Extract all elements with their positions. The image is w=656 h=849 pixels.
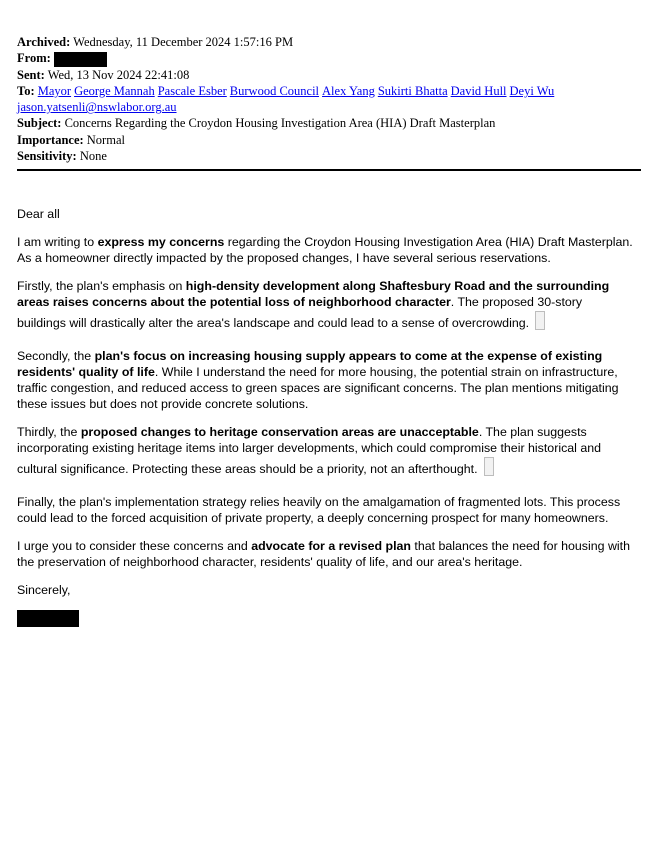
text-segment: regarding the Croydon Housing Investigation Area (HIA) Draft Masterplan. As a homeowner directly impacted by the proposed changes, I have several serious reservations. [17,235,633,265]
text-segment: cultural significance. Protecting these areas should be a priority, not an afterthought. [17,462,478,476]
subject-value: Concerns Regarding the Croydon Housing Investigation Area (HIA) Draft Masterplan [64,116,496,131]
sent-row [17,67,642,83]
paragraph-1 [17,234,642,266]
to-label: To: [17,84,35,99]
sensitivity-row [17,148,642,164]
text-segment: . While I understand the need for more housing, the potential strain on infrastructure, traffic congestion, and reduced access to green spaces are significant concerns. The plan mentions mitigating these issues but does not provide concrete solutions. [17,365,619,411]
importance-row [17,132,642,148]
sent-value: Wed, 13 Nov 2024 22:41:08 [47,67,190,82]
redacted-sender [54,52,107,67]
subject-row [17,115,642,131]
recipient-link[interactable]: George Mannah [74,84,155,99]
paragraph-5: Finally, the plan's implementation strategy relies heavily on the amalgamation of fragmented lots. This process could lead to the forced acquisition of private property, a deeply concerning prospect for many homeowners. [17,495,621,525]
bold-text: high-density development along Shaftesbury Road and the surrounding areas raises concerns about the potential loss of neighborhood character [17,279,610,309]
recipient-link[interactable]: Burwood Council [229,84,320,99]
text-segment: Firstly, the plan's emphasis on [17,279,186,293]
recipient-link[interactable]: Deyi Wu [509,84,555,99]
paragraph-4 [17,424,642,482]
sent-label: Sent: [17,67,45,82]
recipient-link[interactable]: Alex Yang [322,84,375,99]
image-placeholder-icon [535,311,545,330]
closing: Sincerely, [17,583,71,597]
recipient-link[interactable]: David Hull [450,84,507,99]
email-header [17,34,642,164]
archived-row [17,34,642,50]
to-row-continued [17,99,642,115]
recipient-link[interactable]: Sukirti Bhatta [377,84,448,99]
importance-label: Importance: [17,132,84,147]
text-segment: I urge you to consider these concerns and [17,539,252,553]
paragraph-6 [17,538,642,570]
bold-text: plan's focus on increasing housing supply appears to come at the expense of existing residents' quality of life [17,349,603,379]
greeting: Dear all [17,207,60,221]
sensitivity-label: Sensitivity: [17,148,77,163]
header-divider [17,169,641,171]
sensitivity-value: None [79,148,107,163]
text-segment: . The proposed 30-story [450,295,583,309]
paragraph-3 [17,348,642,412]
text-segment: that balances the need for housing with the preservation of neighborhood character, residents' quality of life, and our area's heritage. [17,539,631,569]
image-placeholder-icon [484,457,494,476]
text-segment: Thirdly, the [17,425,81,439]
archived-label: Archived: [17,35,71,49]
email-body [17,206,642,627]
recipient-email-link[interactable]: jason.yatsenli@nswlabor.org.au [17,100,177,115]
importance-value: Normal [86,132,125,147]
bold-text: express my concerns [97,235,225,249]
recipient-link[interactable]: Mayor [37,84,72,99]
text-segment: Secondly, the [17,349,95,363]
bold-text: advocate for a revised plan [251,539,411,553]
archived-value: Wednesday, 11 December 2024 1:57:16 PM [73,35,294,49]
from-label: From: [17,51,51,66]
to-row [17,83,642,99]
recipient-link[interactable]: Pascale Esber [157,84,227,99]
text-segment: I am writing to [17,235,98,249]
paragraph-2 [17,278,642,336]
subject-label: Subject: [17,116,62,131]
from-row [17,50,642,67]
bold-text: proposed changes to heritage conservation areas are unacceptable [80,425,479,439]
text-segment: . The plan suggests incorporating existing heritage items into larger developments, which could compromise their historical and [17,425,602,455]
redacted-signature [17,610,79,627]
text-segment: buildings will drastically alter the area's landscape and could lead to a sense of overcrowding. [17,316,530,330]
